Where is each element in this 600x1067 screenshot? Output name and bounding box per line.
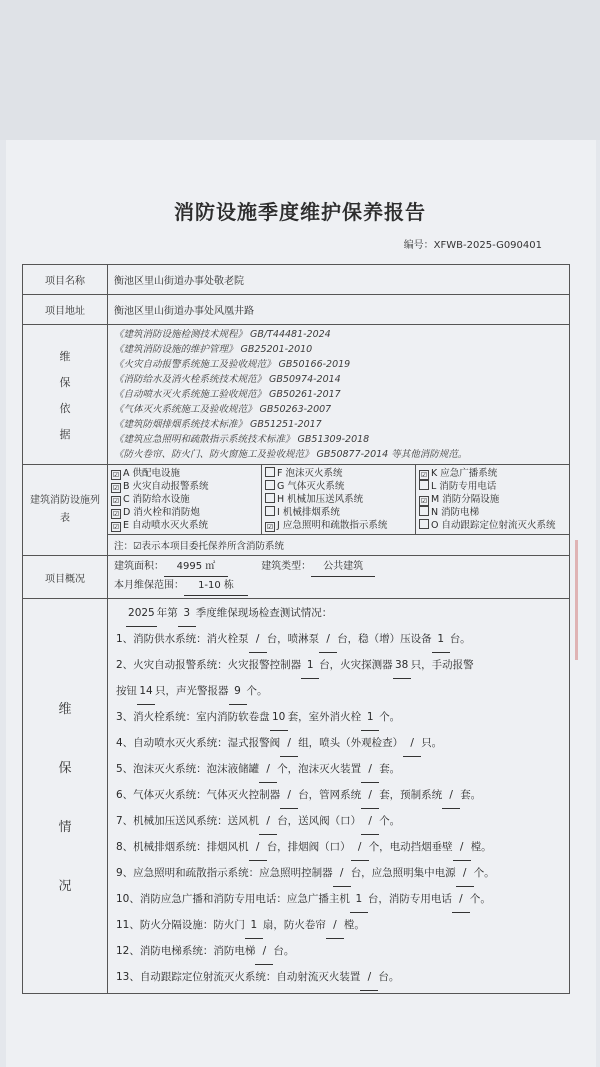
project-name-value: 衡池区里山街道办事处敬老院 bbox=[108, 265, 570, 295]
project-name-label: 项目名称 bbox=[23, 265, 108, 295]
basis-item: 《自动喷水灭火系统施工验收规范》 GB50261-2017 bbox=[114, 389, 341, 400]
systems-column-1 bbox=[108, 465, 262, 534]
report-title: 消防设施季度维护保养报告 bbox=[174, 200, 426, 224]
maintenance-label: 维 保 情 况 bbox=[23, 599, 108, 994]
system-item: L 消防专用电话 bbox=[419, 480, 566, 493]
checkbox-icon: ☑ bbox=[112, 523, 120, 531]
basis-item: 《火灾自动报警系统施工及验收规范》 GB50166-2019 bbox=[114, 359, 351, 370]
checkbox-icon bbox=[265, 480, 275, 490]
basis-item: 《建筑防烟排烟系统技术标准》 GB51251-2017 bbox=[114, 419, 322, 430]
system-item: ☑ M 消防分隔设施 bbox=[420, 494, 500, 505]
maint-line-13: 13、自动跟踪定位射流灭火系统：自动射流灭火装置 / 台。 bbox=[112, 965, 565, 991]
maint-line-2b: 按钮 14 只，声光警报器 9 个。 bbox=[112, 679, 565, 705]
basis-list bbox=[108, 325, 570, 465]
overview-cell bbox=[108, 556, 570, 599]
maint-line-11: 11、防火分隔设施：防火门 1 扇，防火卷帘 / 樘。 bbox=[112, 913, 565, 939]
checkbox-icon bbox=[419, 519, 429, 529]
overview-line-1: 建筑面积： 4995 ㎡ 建筑类型： 公共建筑 bbox=[114, 558, 563, 577]
system-item: H 机械加压送风系统 bbox=[265, 493, 412, 506]
background-upper bbox=[0, 0, 600, 140]
system-item: I 机械排烟系统 bbox=[265, 506, 412, 519]
systems-label: 建筑消防设施列表 bbox=[23, 465, 108, 556]
checkbox-icon: ☑ bbox=[420, 497, 428, 505]
system-item: ☑ A 供配电设施 bbox=[112, 468, 181, 479]
red-stamp-edge bbox=[575, 540, 600, 660]
range-value: 1-10 栋 bbox=[184, 577, 248, 596]
checkbox-icon: ☑ bbox=[112, 510, 120, 518]
checkbox-icon: ☑ bbox=[112, 471, 120, 479]
maint-line-7: 7、机械加压送风系统：送风机 / 台，送风阀（口） / 个。 bbox=[112, 809, 565, 835]
system-item: ☑ D 消火栓和消防炮 bbox=[112, 507, 200, 518]
system-item: ☑ C 消防给水设施 bbox=[112, 494, 190, 505]
basis-item: 《建筑消防设施的维护管理》 GB25201-2010 bbox=[114, 344, 313, 355]
system-item: ☑ B 火灾自动报警系统 bbox=[112, 481, 209, 492]
checkbox-icon: ☑ bbox=[420, 471, 428, 479]
systems-note: 注：☑表示本项目委托保养所含消防系统 bbox=[108, 534, 569, 555]
system-item: ☑ E 自动喷水灭火系统 bbox=[112, 520, 209, 531]
checkbox-icon bbox=[265, 467, 275, 477]
checkbox-icon bbox=[419, 480, 429, 490]
basis-label-1: 维 bbox=[59, 349, 71, 363]
system-item: ☑ J 应急照明和疏散指示系统 bbox=[266, 520, 388, 531]
maint-line-1: 1、消防供水系统：消火栓泵 / 台，喷淋泵 / 台，稳（增）压设备 1 台。 bbox=[112, 627, 565, 653]
maint-line-10: 10、消防应急广播和消防专用电话：应急广播主机 1 台，消防专用电话 / 个。 bbox=[112, 887, 565, 913]
checkbox-icon: ☑ bbox=[112, 484, 120, 492]
maint-line-9: 9、应急照明和疏散指示系统：应急照明控制器 / 台，应急照明集中电源 / 个。 bbox=[112, 861, 565, 887]
maint-line-4: 4、自动喷水灭火系统：湿式报警阀 / 组，喷头（外观检查） / 只。 bbox=[112, 731, 565, 757]
basis-item: 《气体灭火系统施工及验收规范》 GB50263-2007 bbox=[114, 404, 332, 415]
maint-intro: 2025 年第 3 季度维保现场检查测试情况： bbox=[112, 601, 565, 627]
checkbox-icon: ☑ bbox=[112, 497, 120, 505]
systems-cell bbox=[108, 465, 570, 556]
basis-item: 《建筑消防设施检测技术规程》 GB/T44481-2024 bbox=[114, 329, 331, 340]
system-item: G 气体灭火系统 bbox=[265, 480, 412, 493]
checkbox-icon bbox=[265, 493, 275, 503]
systems-column-3 bbox=[416, 465, 569, 534]
maint-line-3: 3、消火栓系统：室内消防软卷盘 10 套，室外消火栓 1 个。 bbox=[112, 705, 565, 731]
system-item: ☑ K 应急广播系统 bbox=[420, 468, 498, 479]
project-address-value: 衡池区里山街道办事处风凰井路 bbox=[108, 295, 570, 325]
checkbox-icon bbox=[419, 506, 429, 516]
basis-label bbox=[23, 325, 108, 465]
system-item: F 泡沫灭火系统 bbox=[265, 467, 412, 480]
overview-line-2: 本月维保范围： 1-10 栋 bbox=[114, 577, 563, 596]
systems-grid bbox=[108, 465, 569, 534]
maint-line-2: 2、火灾自动报警系统：火灾报警控制器 1 台，火灾探测器 38 只，手动报警 bbox=[112, 653, 565, 679]
overview-label: 项目概况 bbox=[23, 556, 108, 599]
maint-line-5: 5、泡沫灭火系统：泡沫液储罐 / 个，泡沫灭火装置 / 套。 bbox=[112, 757, 565, 783]
area-value: 4995 ㎡ bbox=[164, 558, 228, 577]
type-value: 公共建筑 bbox=[311, 558, 375, 577]
basis-item: 《消防给水及消火栓系统技术规范》 GB50974-2014 bbox=[114, 374, 341, 385]
report-code: 编号：XFWB-2025-G090401 bbox=[403, 240, 542, 251]
checkbox-icon bbox=[265, 506, 275, 516]
maint-line-8: 8、机械排烟系统：排烟风机 / 台，排烟阀（口） / 个，电动挡烟垂壁 / 樘。 bbox=[112, 835, 565, 861]
checkbox-icon: ☑ bbox=[266, 523, 274, 531]
systems-column-2 bbox=[262, 465, 416, 534]
basis-label-3: 依 bbox=[59, 401, 71, 415]
project-address-label: 项目地址 bbox=[23, 295, 108, 325]
maintenance-detail bbox=[108, 599, 570, 994]
basis-label-4: 据 bbox=[59, 427, 71, 441]
maint-line-12: 12、消防电梯系统：消防电梯 / 台。 bbox=[112, 939, 565, 965]
system-item: O 自动跟踪定位射流灭火系统 bbox=[419, 519, 566, 532]
basis-item: 《防火卷帘、防火门、防火窗施工及验收规范》 GB50877-2014 等其他消防规范。 bbox=[114, 449, 468, 460]
basis-label-2: 保 bbox=[59, 375, 71, 389]
system-item: N 消防电梯 bbox=[419, 506, 566, 519]
report-table bbox=[22, 264, 570, 994]
maint-line-6: 6、气体灭火系统：气体灭火控制器 / 台，管网系统 / 套，预制系统 / 套。 bbox=[112, 783, 565, 809]
basis-item: 《建筑应急照明和疏散指示系统技术标准》 GB51309-2018 bbox=[114, 434, 370, 445]
